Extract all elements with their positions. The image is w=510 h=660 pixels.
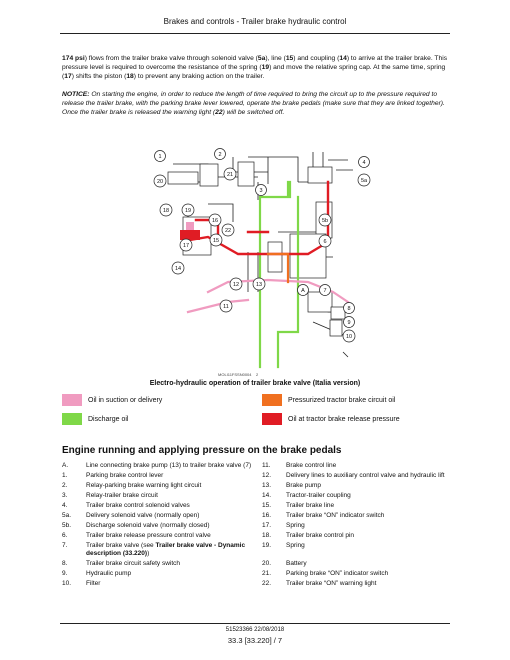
part-text: Trailer brake control pin bbox=[286, 532, 355, 539]
part-text: Parking brake control lever bbox=[86, 472, 164, 479]
part-description bbox=[86, 531, 262, 541]
figure-number: 2 bbox=[255, 372, 259, 377]
part-description bbox=[286, 481, 454, 491]
part-description bbox=[286, 471, 454, 481]
part-number: 3. bbox=[62, 492, 68, 499]
callout-label: 3 bbox=[259, 188, 263, 194]
callout-label: 5a bbox=[360, 178, 368, 184]
para-text: ), line ( bbox=[265, 55, 286, 62]
part-number: 20. bbox=[262, 560, 272, 567]
part-description bbox=[286, 521, 454, 531]
parts-item bbox=[62, 501, 262, 511]
ref-bold: 174 psi bbox=[62, 55, 85, 62]
parts-item bbox=[262, 501, 454, 511]
footer-page-number: 33.3 [33.220] / 7 bbox=[227, 636, 283, 645]
para-text: ) shifts the piston ( bbox=[71, 73, 127, 80]
part-number: 10. bbox=[62, 580, 72, 587]
part-text-end: ) bbox=[147, 550, 150, 557]
parts-item bbox=[62, 481, 262, 491]
callout-label: 13 bbox=[255, 282, 263, 288]
parts-item bbox=[262, 511, 454, 521]
header-divider bbox=[60, 33, 450, 34]
parts-row bbox=[62, 579, 454, 589]
parts-item bbox=[62, 491, 262, 501]
intro-paragraph bbox=[62, 54, 454, 81]
part-description bbox=[286, 461, 454, 471]
callout-label: 1 bbox=[158, 154, 162, 160]
figure-code: MOLI11FSSN0004 bbox=[218, 372, 252, 377]
parts-item bbox=[262, 531, 454, 541]
legend-item bbox=[262, 413, 400, 425]
parts-item bbox=[62, 461, 262, 471]
part-text: Delivery solenoid valve (normally open) bbox=[86, 512, 200, 519]
part-number: 9. bbox=[62, 570, 68, 577]
parts-row bbox=[62, 559, 454, 569]
parts-item bbox=[62, 559, 262, 569]
part-number: 2. bbox=[62, 482, 68, 489]
part-description bbox=[86, 461, 262, 471]
parts-item bbox=[262, 521, 454, 531]
part-text: Brake pump bbox=[286, 482, 322, 489]
para-text: ) to arrive at the trailer brake. This pressure level is required to overcome the resistance of the spring ( bbox=[62, 55, 448, 71]
part-description bbox=[86, 481, 262, 491]
ref-bold: 17 bbox=[64, 73, 72, 80]
part-text: Battery bbox=[286, 560, 307, 567]
callout-label: A bbox=[301, 288, 305, 294]
parts-item bbox=[62, 579, 262, 589]
parts-row bbox=[62, 461, 454, 471]
callout-label: 17 bbox=[182, 243, 190, 249]
parts-item bbox=[62, 511, 262, 521]
callout-label: 15 bbox=[212, 238, 220, 244]
para-text: ) and coupling ( bbox=[293, 55, 340, 62]
part-number: 12. bbox=[262, 472, 272, 479]
part-number: 21. bbox=[262, 570, 272, 577]
notice-text-end: ) will be switched off. bbox=[222, 109, 285, 116]
part-text: Brake control line bbox=[286, 462, 337, 469]
ref-bold: 18 bbox=[126, 73, 134, 80]
legend-label: Oil in suction or delivery bbox=[88, 396, 163, 404]
callout-label: 2 bbox=[218, 152, 222, 158]
part-description bbox=[286, 569, 454, 579]
legend-item bbox=[262, 394, 395, 406]
part-description bbox=[286, 579, 454, 589]
ref-bold: 19 bbox=[261, 64, 270, 71]
footer-divider bbox=[60, 623, 450, 624]
callout-label: 8 bbox=[347, 306, 351, 312]
part-description bbox=[286, 531, 454, 541]
hydraulic-diagram bbox=[148, 142, 376, 378]
footer-doc-id: 51523366 22/08/2018 bbox=[225, 627, 285, 633]
part-number: 16. bbox=[262, 512, 272, 519]
callout-label: 19 bbox=[184, 208, 192, 214]
part-number: 5b. bbox=[62, 522, 72, 529]
legend-item bbox=[62, 394, 162, 406]
callout-label: 22 bbox=[224, 228, 232, 234]
part-text: Parking brake “ON” indicator switch bbox=[286, 570, 389, 577]
part-text: Trailer brake control solenoid valves bbox=[86, 502, 190, 509]
legend-swatch bbox=[262, 413, 282, 425]
page-header: Brakes and controls - Trailer brake hydraulic control bbox=[163, 17, 347, 26]
callout-label: 4 bbox=[362, 160, 366, 166]
part-number: 17. bbox=[262, 522, 272, 529]
parts-item bbox=[262, 541, 454, 559]
part-text: Trailer brake line bbox=[286, 502, 335, 509]
para-text: ) flows from the trailer brake valve through solenoid valve ( bbox=[84, 55, 258, 62]
callout-label: 11 bbox=[223, 304, 229, 310]
section-title: Engine running and applying pressure on the brake pedals bbox=[62, 445, 342, 456]
notice-label: NOTICE: bbox=[62, 91, 90, 98]
legend-swatch bbox=[62, 413, 82, 425]
part-number: 8. bbox=[62, 560, 68, 567]
part-description bbox=[286, 491, 454, 501]
parts-item bbox=[62, 541, 262, 559]
part-number: 13. bbox=[262, 482, 272, 489]
parts-row bbox=[62, 471, 454, 481]
part-description bbox=[286, 559, 454, 569]
callout-label: 12 bbox=[232, 282, 240, 288]
parts-row bbox=[62, 481, 454, 491]
callout-label: 18 bbox=[162, 208, 170, 214]
part-text: Tractor-trailer coupling bbox=[286, 492, 351, 499]
part-number: 11. bbox=[262, 462, 271, 469]
part-text: Relay-trailer brake circuit bbox=[86, 492, 158, 499]
legend-label: Discharge oil bbox=[88, 415, 129, 423]
part-reference: Trailer brake valve - Dynamic description (33.220) bbox=[86, 542, 246, 557]
parts-row bbox=[62, 569, 454, 579]
parts-row bbox=[62, 501, 454, 511]
ref-bold: 15 bbox=[285, 55, 294, 62]
legend-item bbox=[62, 413, 128, 425]
part-text: Line connecting brake pump (13) to trailer brake valve (7) bbox=[86, 462, 252, 469]
ref-bold: 22 bbox=[215, 109, 223, 116]
parts-row bbox=[62, 531, 454, 541]
parts-item bbox=[262, 461, 454, 471]
part-text: Spring bbox=[286, 522, 305, 529]
notice-paragraph bbox=[62, 90, 454, 117]
figure-id bbox=[218, 372, 258, 377]
parts-item bbox=[262, 569, 454, 579]
parts-item bbox=[262, 491, 454, 501]
parts-item bbox=[62, 569, 262, 579]
part-number: 19. bbox=[262, 542, 272, 549]
para-text: ) to prevent any braking action on the trailer. bbox=[133, 73, 265, 80]
part-number: 18. bbox=[262, 532, 272, 539]
legend-label: Oil at tractor brake release pressure bbox=[288, 415, 400, 423]
part-description bbox=[86, 511, 262, 521]
part-text: Trailer brake circuit safety switch bbox=[86, 560, 181, 567]
part-description bbox=[286, 541, 454, 559]
part-description bbox=[86, 521, 262, 531]
part-number: A. bbox=[62, 462, 69, 469]
part-number: 7. bbox=[62, 542, 68, 549]
parts-list bbox=[62, 461, 454, 589]
part-text: Hydraulic pump bbox=[86, 570, 132, 577]
parts-row bbox=[62, 521, 454, 531]
part-text: Delivery lines to auxiliary control valve and hydraulic lift bbox=[286, 472, 445, 479]
part-text: Discharge solenoid valve (normally closed) bbox=[86, 522, 210, 529]
part-description bbox=[86, 579, 262, 589]
callout-label: 16 bbox=[211, 218, 219, 224]
part-text: Relay-parking brake warning light circuit bbox=[86, 482, 202, 489]
part-number: 22. bbox=[262, 580, 272, 587]
callout-label: 9 bbox=[347, 320, 351, 326]
part-description bbox=[86, 559, 262, 569]
parts-item bbox=[62, 521, 262, 531]
parts-row bbox=[62, 541, 454, 559]
callout-label: 21 bbox=[226, 172, 234, 178]
callout-label: 5b bbox=[321, 218, 329, 224]
part-description bbox=[86, 491, 262, 501]
legend-swatch bbox=[62, 394, 82, 406]
part-description bbox=[86, 541, 262, 559]
parts-item bbox=[262, 559, 454, 569]
ref-bold: 5a bbox=[257, 55, 266, 62]
part-text: Trailer brake release pressure control valve bbox=[86, 532, 211, 539]
part-text: Spring bbox=[286, 542, 305, 549]
callout-label: 6 bbox=[323, 239, 327, 245]
part-description bbox=[86, 569, 262, 579]
part-description bbox=[286, 511, 454, 521]
part-text: Trailer brake valve (see bbox=[86, 542, 156, 549]
part-number: 6. bbox=[62, 532, 68, 539]
parts-item bbox=[62, 471, 262, 481]
callout-label: 14 bbox=[174, 266, 182, 272]
notice-text: On starting the engine, in order to reduce the length of time required to bring the circuit up to the pressure required to release the trailer brake, with the parking brake lever lowered, operate the brake pedals (make sure that they are linked together). Once the trailer brake is released the warning light ( bbox=[62, 91, 445, 116]
legend-swatch bbox=[262, 394, 282, 406]
part-number: 1. bbox=[62, 472, 68, 479]
part-text: Trailer brake “ON” indicator switch bbox=[286, 512, 385, 519]
part-text: Trailer brake “ON” warning light bbox=[286, 580, 377, 587]
parts-item bbox=[62, 531, 262, 541]
part-description bbox=[86, 471, 262, 481]
part-number: 4. bbox=[62, 502, 68, 509]
para-text: ) and move the relative spring cap. At the same time, spring ( bbox=[62, 64, 446, 80]
part-number: 15. bbox=[262, 502, 272, 509]
parts-row bbox=[62, 511, 454, 521]
parts-item bbox=[262, 481, 454, 491]
legend-label: Pressurized tractor brake circuit oil bbox=[288, 396, 396, 404]
parts-row bbox=[62, 491, 454, 501]
part-number: 5a. bbox=[62, 512, 72, 519]
part-text: Filter bbox=[86, 580, 101, 587]
callout-label: 20 bbox=[156, 179, 164, 185]
part-description bbox=[86, 501, 262, 511]
parts-item bbox=[262, 471, 454, 481]
callout-label: 7 bbox=[323, 288, 327, 294]
callout-label: 10 bbox=[345, 334, 353, 340]
part-number: 14. bbox=[262, 492, 272, 499]
parts-item bbox=[262, 579, 454, 589]
ref-bold: 14 bbox=[339, 55, 347, 62]
part-description bbox=[286, 501, 454, 511]
figure-caption: Electro-hydraulic operation of trailer brake valve (Italia version) bbox=[149, 380, 361, 387]
